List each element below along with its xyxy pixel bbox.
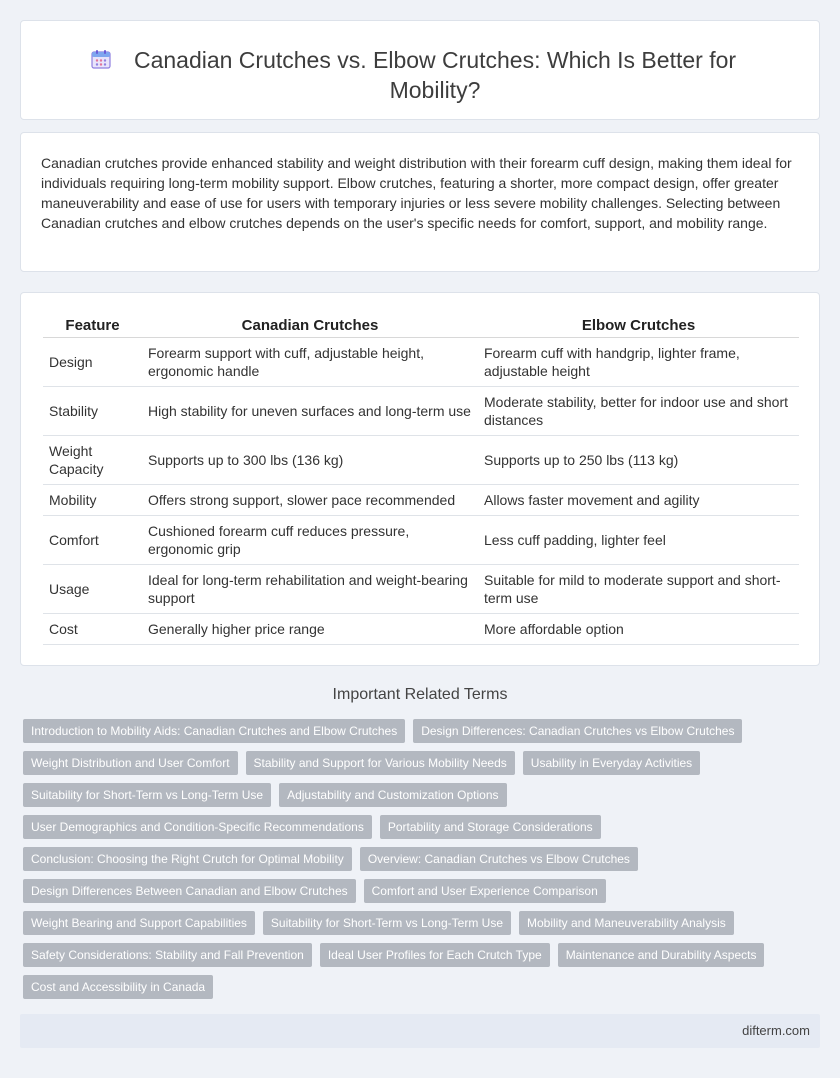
column-header-elbow: Elbow Crutches (478, 315, 799, 338)
table-cell-elbow: Moderate stability, better for indoor use and short distances (478, 387, 799, 436)
table-row (43, 614, 799, 645)
header-card (20, 20, 820, 120)
table-cell-elbow: Less cuff padding, lighter feel (478, 516, 799, 565)
related-term-tag[interactable]: Conclusion: Choosing the Right Crutch for Optimal Mobility (23, 847, 352, 871)
table-cell-elbow: Suitable for mild to moderate support and short-term use (478, 565, 799, 614)
related-terms-list (23, 719, 803, 999)
related-term-tag[interactable]: User Demographics and Condition-Specific Recommendations (23, 815, 372, 839)
table-cell-elbow: Allows faster movement and agility (478, 485, 799, 516)
related-term-tag[interactable]: Stability and Support for Various Mobility Needs (246, 751, 515, 775)
table-cell-feature: Cost (43, 614, 142, 645)
related-term-tag[interactable]: Design Differences Between Canadian and Elbow Crutches (23, 879, 356, 903)
table-cell-feature: Weight Capacity (43, 436, 142, 485)
footer (20, 1014, 820, 1048)
intro-card (20, 132, 820, 272)
related-terms-title: Important Related Terms (332, 686, 508, 703)
table-row (43, 436, 799, 485)
related-term-tag[interactable]: Ideal User Profiles for Each Crutch Type (320, 943, 550, 967)
table-cell-canadian: Offers strong support, slower pace recommended (142, 485, 478, 516)
related-term-tag[interactable]: Maintenance and Durability Aspects (558, 943, 765, 967)
column-header-feature: Feature (43, 315, 142, 338)
table-cell-canadian: Ideal for long-term rehabilitation and weight-bearing support (142, 565, 478, 614)
table-cell-canadian: Forearm support with cuff, adjustable height, ergonomic handle (142, 338, 478, 387)
table-cell-canadian: Cushioned forearm cuff reduces pressure, ergonomic grip (142, 516, 478, 565)
related-term-tag[interactable]: Overview: Canadian Crutches vs Elbow Crutches (360, 847, 638, 871)
table-cell-feature: Comfort (43, 516, 142, 565)
related-term-tag[interactable]: Introduction to Mobility Aids: Canadian Crutches and Elbow Crutches (23, 719, 405, 743)
table-cell-elbow: Supports up to 250 lbs (113 kg) (478, 436, 799, 485)
table-row (43, 485, 799, 516)
table-row (43, 565, 799, 614)
related-term-tag[interactable]: Suitability for Short-Term vs Long-Term Use (263, 911, 511, 935)
related-term-tag[interactable]: Mobility and Maneuverability Analysis (519, 911, 734, 935)
related-term-tag[interactable]: Comfort and User Experience Comparison (364, 879, 606, 903)
table-cell-elbow: More affordable option (478, 614, 799, 645)
table-cell-feature: Stability (43, 387, 142, 436)
table-cell-canadian: Generally higher price range (142, 614, 478, 645)
site-name[interactable]: difterm.com (742, 1023, 810, 1038)
table-row (43, 338, 799, 387)
table-cell-feature: Design (43, 338, 142, 387)
table-row (43, 516, 799, 565)
related-term-tag[interactable]: Weight Distribution and User Comfort (23, 751, 238, 775)
related-term-tag[interactable]: Weight Bearing and Support Capabilities (23, 911, 255, 935)
page-title: Canadian Crutches vs. Elbow Crutches: Which Is Better for Mobility? (133, 47, 737, 103)
related-term-tag[interactable]: Adjustability and Customization Options (279, 783, 506, 807)
comparison-table (43, 315, 799, 645)
table-cell-elbow: Forearm cuff with handgrip, lighter frame, adjustable height (478, 338, 799, 387)
related-term-tag[interactable]: Design Differences: Canadian Crutches vs Elbow Crutches (413, 719, 742, 743)
table-row (43, 387, 799, 436)
related-term-tag[interactable]: Portability and Storage Considerations (380, 815, 601, 839)
related-term-tag[interactable]: Suitability for Short-Term vs Long-Term Use (23, 783, 271, 807)
comparison-table-card (20, 292, 820, 666)
table-cell-canadian: High stability for uneven surfaces and long-term use (142, 387, 478, 436)
intro-text: Canadian crutches provide enhanced stability and weight distribution with their forearm cuff design, making them ideal for individuals requiring long-term mobility support. Elbow crutches, featuring a shorter, more compact design, offer greater maneuverability and ease of use for users with temporary injuries or less severe mobility challenges. Selecting between Canadian crutches and elbow crutches depends on the user's specific needs for comfort, support, and mobility range. (41, 155, 792, 231)
table-header-row (43, 315, 799, 338)
table-cell-feature: Mobility (43, 485, 142, 516)
table-cell-feature: Usage (43, 565, 142, 614)
related-term-tag[interactable]: Usability in Everyday Activities (523, 751, 700, 775)
related-term-tag[interactable]: Cost and Accessibility in Canada (23, 975, 213, 999)
column-header-canadian: Canadian Crutches (142, 315, 478, 338)
table-cell-canadian: Supports up to 300 lbs (136 kg) (142, 436, 478, 485)
related-term-tag[interactable]: Safety Considerations: Stability and Fall Prevention (23, 943, 312, 967)
